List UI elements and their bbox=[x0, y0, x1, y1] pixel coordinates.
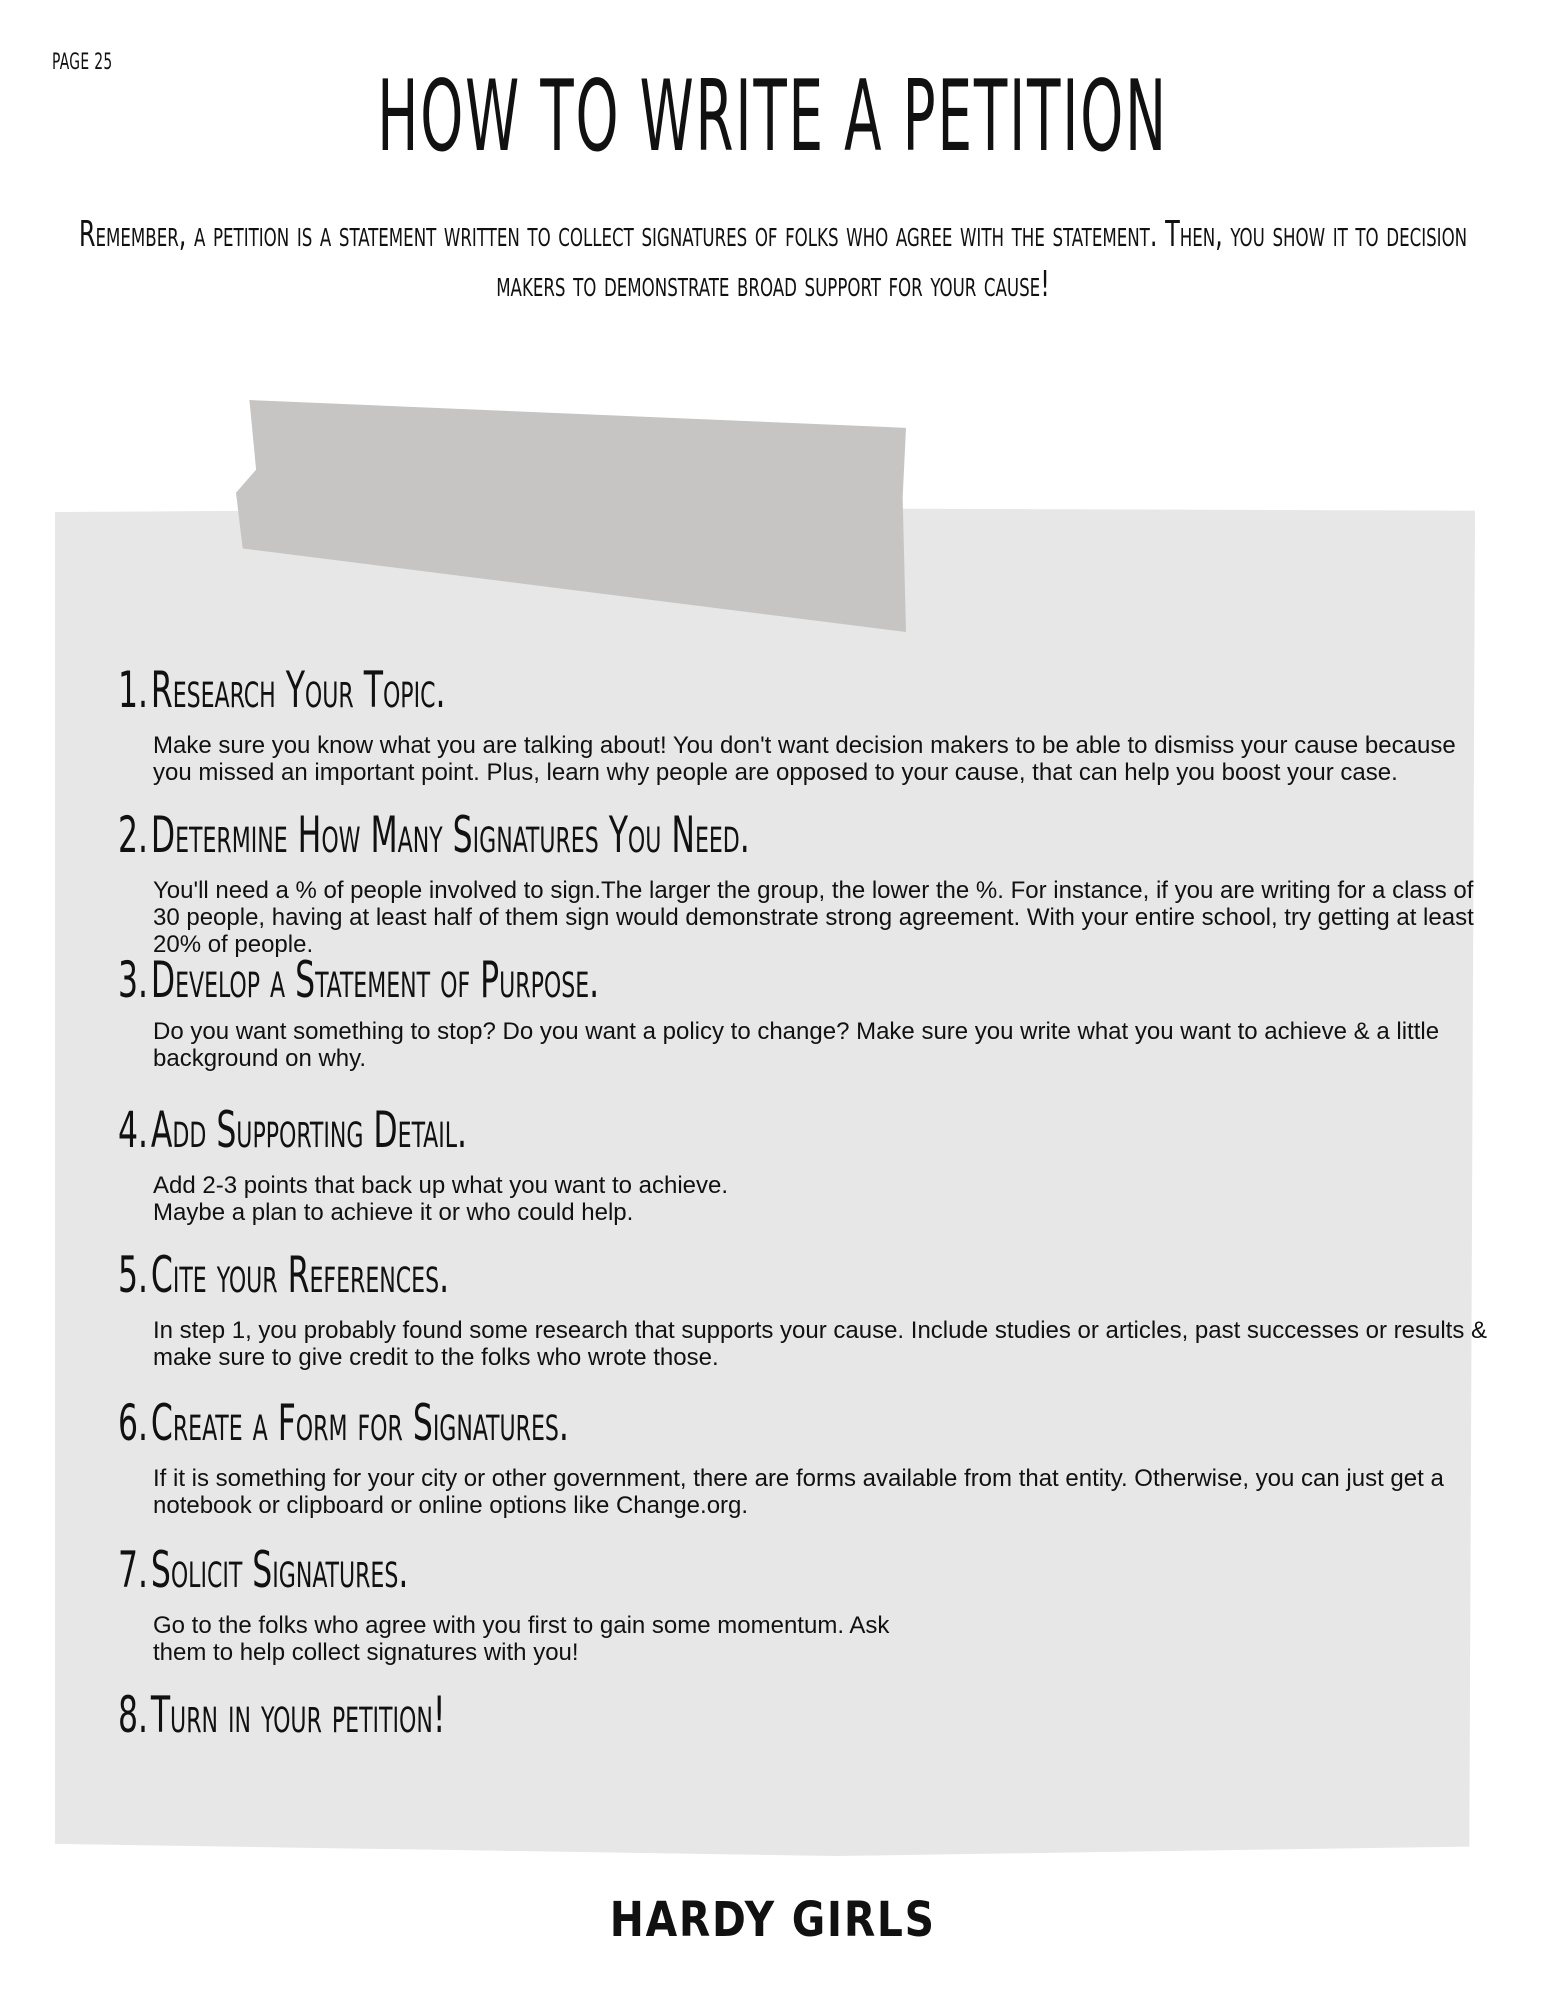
step-number: 3. bbox=[118, 951, 149, 1009]
step-number: 5. bbox=[118, 1246, 149, 1304]
page-subtitle-text: Remember, a petition is a statement written to collect signatures of folks who agree with the statement. Then, you show it to decision makers to demonstrate broad support for your cause! bbox=[78, 214, 1468, 305]
step-1 bbox=[118, 660, 1478, 786]
step-title: Create a Form for Signatures. bbox=[150, 1394, 569, 1452]
step-body bbox=[153, 877, 1493, 958]
step-heading bbox=[118, 660, 1070, 720]
step-heading bbox=[118, 1685, 1070, 1745]
step-title: Research Your Topic. bbox=[150, 661, 446, 719]
step-5 bbox=[118, 1245, 1488, 1371]
step-body bbox=[153, 1465, 1493, 1519]
step-heading bbox=[118, 1100, 1070, 1160]
step-number: 7. bbox=[118, 1541, 149, 1599]
step-body bbox=[153, 1172, 1493, 1226]
step-text: Make sure you know what you are talking about! You don't want decision makers to be able to dismiss your cause because you missed an important point. Plus, learn why people are opposed to your cause, that can help you boost your case. bbox=[153, 732, 1456, 786]
step-body bbox=[153, 1018, 1493, 1072]
step-3 bbox=[118, 950, 1478, 1072]
step-number: 1. bbox=[118, 661, 149, 719]
page-number: PAGE 25 bbox=[52, 50, 113, 75]
step-text: If it is something for your city or other government, there are forms available from that entity. Otherwise, you can just get a notebook or clipboard or online options like Change.org. bbox=[153, 1465, 1444, 1519]
step-4 bbox=[118, 1100, 1478, 1226]
step-heading bbox=[118, 805, 1070, 865]
hardy-girls-logo bbox=[0, 1892, 1545, 1948]
step-text: them to help collect signatures with you! bbox=[153, 1639, 579, 1666]
step-title: Determine How Many Signatures You Need. bbox=[150, 806, 750, 864]
step-text: Add 2-3 points that back up what you want to achieve. bbox=[153, 1172, 729, 1199]
step-number: 8. bbox=[118, 1686, 149, 1744]
step-title: Solicit Signatures. bbox=[150, 1541, 409, 1599]
step-body bbox=[153, 1317, 1493, 1371]
step-2 bbox=[118, 805, 1478, 958]
step-text: You'll need a % of people involved to sign.The larger the group, the lower the %. For instance, if you are writing for a class of 30 people, having at least half of them sign would demonstrate strong agreement. With your entire school, try getting at least 20% of people. bbox=[153, 877, 1474, 958]
step-title: Turn in your petition! bbox=[150, 1686, 446, 1744]
step-number: 4. bbox=[118, 1101, 149, 1159]
step-7 bbox=[118, 1540, 1478, 1666]
step-text: Go to the folks who agree with you first to gain some momentum. Ask bbox=[153, 1612, 890, 1639]
step-heading bbox=[118, 1393, 1070, 1453]
step-title: Add Supporting Detail. bbox=[150, 1101, 468, 1159]
logo-text: HARDY GIRLS bbox=[609, 1892, 936, 1948]
step-body bbox=[153, 732, 1493, 786]
step-heading bbox=[118, 950, 1070, 1010]
step-6 bbox=[118, 1393, 1478, 1519]
page-title-text: HOW TO WRITE A PETITION bbox=[377, 60, 1168, 174]
step-number: 6. bbox=[118, 1394, 149, 1452]
step-heading bbox=[118, 1540, 1070, 1600]
step-number: 2. bbox=[118, 806, 149, 864]
page-title bbox=[0, 62, 1545, 172]
step-body bbox=[153, 1612, 1493, 1666]
step-8 bbox=[118, 1685, 1478, 1745]
step-text: Do you want something to stop? Do you want a policy to change? Make sure you write what you want to achieve & a little background on why. bbox=[153, 1018, 1440, 1072]
step-text: In step 1, you probably found some research that supports your cause. Include studies or articles, past successes or results & make sure to give credit to the folks who wrote those. bbox=[153, 1317, 1488, 1371]
step-heading bbox=[118, 1245, 1070, 1305]
page-subtitle bbox=[70, 210, 1475, 310]
step-title: Develop a Statement of Purpose. bbox=[150, 951, 600, 1009]
step-text: Maybe a plan to achieve it or who could help. bbox=[153, 1199, 634, 1226]
step-title: Cite your References. bbox=[150, 1246, 450, 1304]
